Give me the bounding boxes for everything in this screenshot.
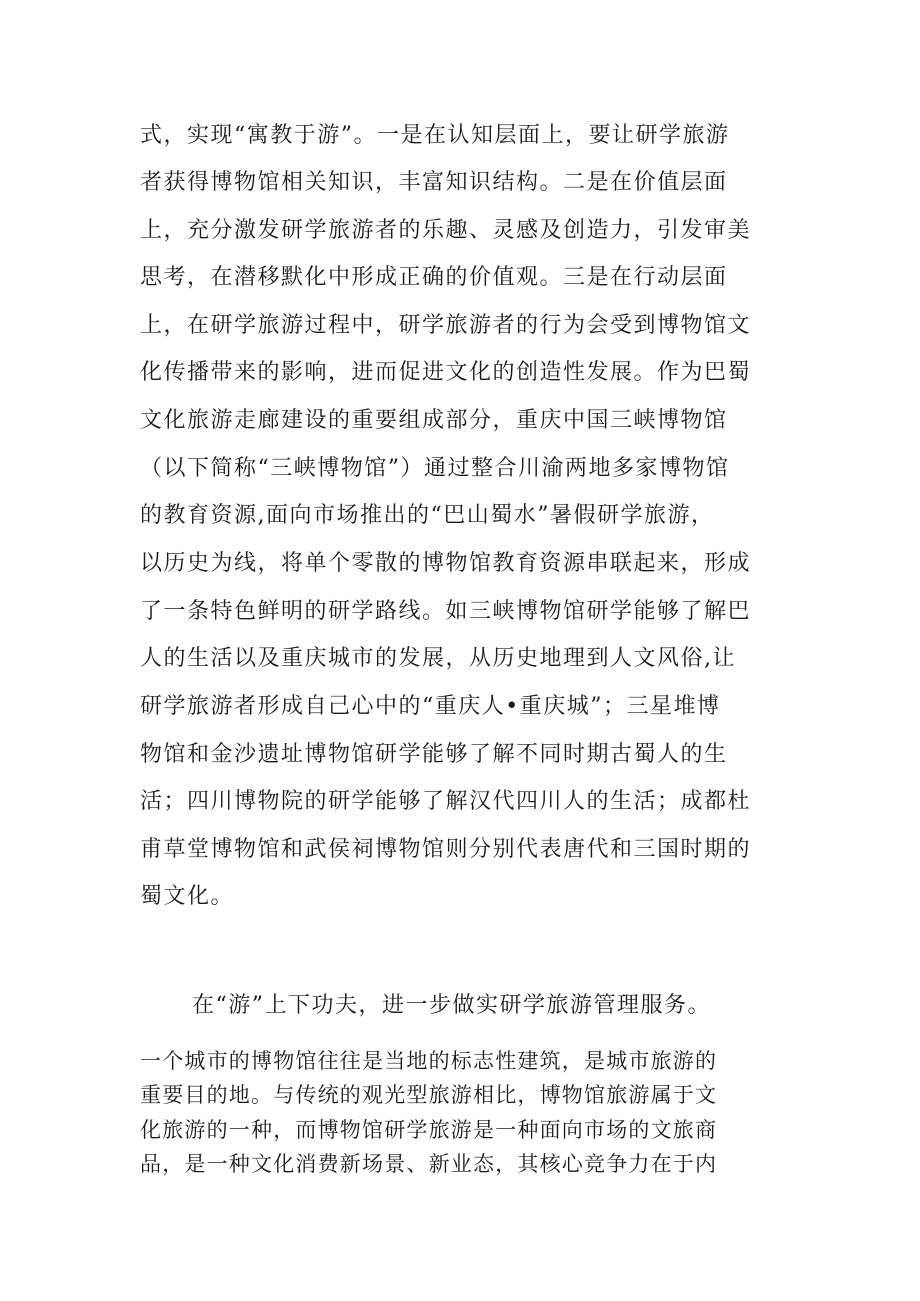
paragraph-line: 思考，在潜移默化中形成正确的价值观。三是在行动层面 — [140, 265, 728, 290]
paragraph-line: 蜀文化。 — [140, 884, 235, 909]
paragraph-line: 化旅游的一种，而博物馆研学旅游是一种面向市场的文旅商 — [140, 1118, 718, 1142]
paragraph-line: 了一条特色鲜明的研学路线。如三峡博物馆研学能够了解巴 — [140, 599, 752, 624]
paragraph-line: 研学旅游者形成自己心中的“重庆人•重庆城”；三星堆博 — [140, 694, 721, 719]
paragraph-line: 一个城市的博物馆往往是当地的标志性建筑，是城市旅游的 — [140, 1049, 718, 1073]
paragraph-line: 人的生活以及重庆城市的发展，从历史地理到人文风俗,让 — [140, 646, 736, 671]
paragraph-line: 文化旅游走廊建设的重要组成部分，重庆中国三峡博物馆 — [140, 408, 728, 433]
paragraph-line: 以历史为线，将单个零散的博物馆教育资源串联起来，形成 — [140, 551, 752, 576]
paragraph-line: 式，实现“寓教于游”。一是在认知层面上，要让研学旅游 — [140, 123, 730, 148]
paragraph-line: 化传播带来的影响，进而促进文化的创造性发展。作为巴蜀 — [140, 360, 752, 385]
section-heading: 在“游”上下功夫，进一步做实研学旅游管理服务。 — [192, 993, 711, 1018]
paragraph-line: 重要目的地。与传统的观光型旅游相比，博物馆旅游属于文 — [140, 1083, 718, 1107]
paragraph-line: 活；四川博物院的研学能够了解汉代四川人的生活；成都杜 — [140, 789, 752, 814]
paragraph-line: 上，在研学旅游过程中，研学旅游者的行为会受到博物馆文 — [140, 313, 752, 338]
paragraph-line: 甫草堂博物馆和武侯祠博物馆则分别代表唐代和三国时期的 — [140, 837, 752, 862]
paragraph-line: （以下简称“三峡博物馆”）通过整合川渝两地多家博物馆 — [140, 456, 730, 481]
paragraph-line: 上，充分激发研学旅游者的乐趣、灵感及创造力，引发审美 — [140, 218, 752, 243]
paragraph-line: 者获得博物馆相关知识，丰富知识结构。二是在价值层面 — [140, 170, 728, 195]
paragraph-line: 的教育资源,面向市场推出的“巴山蜀水”暑假研学旅游， — [140, 503, 715, 528]
paragraph-line: 物馆和金沙遗址博物馆研学能够了解不同时期古蜀人的生 — [140, 742, 728, 767]
paragraph-line: 品，是一种文化消费新场景、新业态，其核心竞争力在于内 — [140, 1152, 718, 1176]
